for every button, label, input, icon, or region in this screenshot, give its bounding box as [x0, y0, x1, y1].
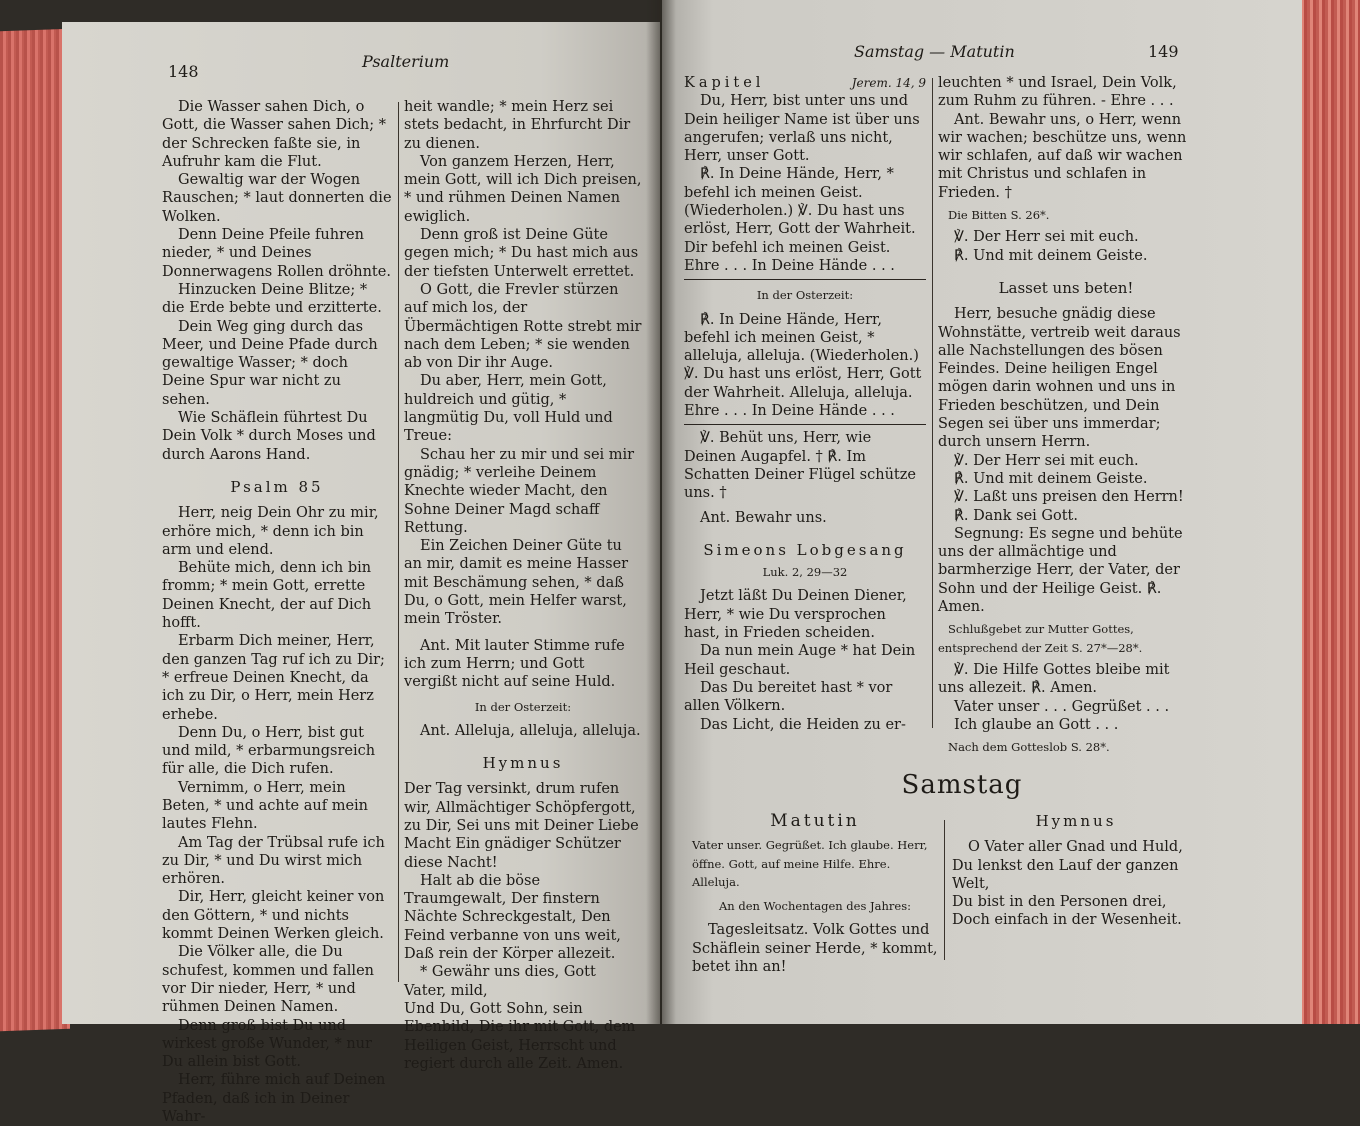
verse: Denn groß bist Du und wirkest große Wunder, * nur Du allein bist Gott. — [162, 1017, 372, 1071]
divider — [684, 279, 926, 280]
day-title: Samstag — [901, 770, 1023, 800]
antiphon: Ant. Alleluja, alleluja, alleluja. — [420, 722, 641, 739]
verse: Schau her zu mir und sei mir gnädig; * verleihe Deinem Knechte wieder Macht, den Sohne Deiner Magd schaff Rettung. — [404, 446, 635, 536]
verse: Dein Weg ging durch das Meer, und Deine Pfade durch gewaltige Wasser; * doch Deine Spur war nicht zu sehen. — [162, 318, 378, 408]
hymn-title: Hymnus — [482, 754, 564, 773]
versicle: ℣. Behüt uns, Herr, wie Deinen Augapfel. † ℟. Im Schatten Deiner Flügel schütze uns. † — [684, 430, 916, 502]
versicle: ℣. Laßt uns preisen den Herrn! — [954, 489, 1184, 506]
versicle: ℣. Die Hilfe Gottes bleibe mit uns allezeit. ℟. Amen. — [938, 661, 1170, 697]
page-edge-left — [0, 29, 70, 1031]
verse: Herr, führe mich auf Deinen Pfaden, daß ich in Deiner Wahr- — [162, 1072, 386, 1126]
column-divider — [944, 820, 945, 960]
responsory: ℟. In Deine Hände, Herr, * befehl ich meinen Geist. (Wiederholen.) ℣. Du hast uns erlöst, Herr, Gott der Wahrheit. Dir befehl ich meinen Geist. Ehre . . . In Deine Hände . . . — [684, 166, 916, 274]
antiphon: Ant. Bewahr uns, o Herr, wenn wir wachen; beschütze uns, wenn wir schlafen, auf daß wir wachen mit Christus und schlafen in Frieden. † — [938, 111, 1187, 201]
verse: Die Völker alle, die Du schufest, kommen und fallen vor Dir nieder, Herr, * und rühmen Deinen Namen. — [162, 944, 374, 1016]
verse: Gewaltig war der Wogen Rauschen; * laut donnerten die Wolken. — [162, 172, 392, 225]
matutin-column — [692, 812, 938, 976]
matutin-title: Matutin — [770, 811, 860, 831]
hymn-line: Doch einfach in der Wesenheit. — [952, 912, 1182, 929]
prayer-line: Ich glaube an Gott . . . — [954, 716, 1119, 733]
marian-note: Schlußgebet zur Mutter Gottes, entsprechend der Zeit S. 27*—28*. — [938, 622, 1143, 655]
verse: Von ganzem Herzen, Herr, mein Gott, will ich Dich preisen, * und rühmen Deinen Namen ewiglich. — [404, 153, 642, 225]
prayer-line: Vater unser . . . Gegrüßet . . . — [954, 698, 1170, 715]
kapitel-ref: Jerem. 14, 9 — [851, 76, 926, 90]
prayer: Herr, besuche gnädig diese Wohnstätte, vertreib weit daraus alle Nachstellungen des bösen Feindes. Deine heiligen Engel mögen darin wohnen und uns in Frieden beschützen, und Dein Segen sei über uns immerdar; durch unsern Herrn. — [938, 306, 1181, 451]
verse: Wie Schäflein führtest Du Dein Volk * durch Moses und durch Aarons Hand. — [162, 410, 376, 463]
hymn-line: O Vater aller Gnad und Huld, — [968, 839, 1183, 856]
hymn-stanza: Und Du, Gott Sohn, sein Ebenbild, Die ihr mit Gott, dem Heiligen Geist, Herrscht und regiert durch alle Zeit. Amen. — [404, 1000, 636, 1072]
kapitel-title: Kapitel — [684, 75, 765, 91]
left-column-1 — [162, 98, 392, 1126]
page-number: 149 — [1148, 42, 1179, 61]
verse: Hinzucken Deine Blitze; * die Erde bebte und erzitterte. — [162, 281, 382, 317]
hymn-line: Du bist in den Personen drei, — [952, 894, 1167, 911]
canticle-ref: Luk. 2, 29—32 — [762, 565, 848, 580]
verse: Behüte mich, denn ich bin fromm; * mein Gott, errette Deinen Knecht, der auf Dich hofft. — [162, 560, 372, 632]
verse: Das Licht, die Heiden zu er- — [700, 716, 906, 733]
antiphon: Ant. Mit lauter Stimme rufe ich zum Herrn; und Gott vergißt nicht auf seine Huld. — [404, 637, 625, 691]
column-divider — [932, 78, 933, 728]
response: ℟. Dank sei Gott. — [954, 507, 1078, 524]
matutin-intro: Vater unser. Gegrüßet. Ich glaube. Herr, öffne. Gott, auf meine Hilfe. Ehre. Alleluja. — [692, 838, 928, 889]
hymn-stanza: Der Tag versinkt, drum rufen wir, Allmächtiger Schöpfergott, zu Dir, Sei uns mit Deiner Liebe Macht Ein gnädiger Schützer diese Nacht! — [404, 781, 639, 871]
versicle: ℣. Der Herr sei mit euch. — [954, 452, 1139, 469]
hymnus-title: Hymnus — [1035, 812, 1117, 830]
weekday-label: An den Wochentagen des Jahres: — [718, 899, 911, 914]
divider — [684, 424, 926, 425]
book-gutter — [646, 0, 676, 1024]
psalm-title: Psalm 85 — [230, 477, 324, 496]
hymn-stanza: * Gewähr uns dies, Gott Vater, mild, — [404, 964, 596, 999]
canticle-title: Simeons Lobgesang — [703, 540, 907, 559]
easter-label: In der Osterzeit: — [474, 699, 572, 714]
easter-label: In der Osterzeit: — [756, 288, 854, 303]
verse: Denn groß ist Deine Güte gegen mich; * Du hast mich aus der tiefsten Unterwelt errettet. — [404, 227, 639, 280]
antiphon: Ant. Bewahr uns. — [700, 509, 827, 526]
hymn-line: Du lenkst den Lauf der ganzen Welt, — [952, 857, 1179, 892]
verse: Das Du bereitet hast * vor allen Völkern. — [684, 679, 893, 715]
response: ℟. Und mit deinem Geiste. — [954, 247, 1148, 264]
verse: Erbarm Dich meiner, Herr, den ganzen Tag ruf ich zu Dir; * erfreue Deinen Knecht, da ich zu Dir, o Herr, mein Herz erhebe. — [162, 633, 385, 723]
chapter-text: Du, Herr, bist unter uns und Dein heiliger Name ist über uns angerufen; verlaß uns nicht, Herr, unser Gott. — [684, 93, 920, 165]
verse: Da nun mein Auge * hat Dein Heil geschaut. — [684, 643, 916, 678]
gotteslob-note: Nach dem Gotteslob S. 28*. — [948, 740, 1110, 755]
oremus: Lasset uns beten! — [998, 278, 1134, 297]
versicle: ℣. Der Herr sei mit euch. — [954, 229, 1139, 246]
verse: Herr, neig Dein Ohr zu mir, erhöre mich, * denn ich bin arm und elend. — [162, 505, 379, 558]
right-column-1 — [684, 74, 926, 734]
verse: Jetzt läßt Du Deinen Diener, Herr, * wie Du versprochen hast, in Frieden scheiden. — [684, 588, 907, 642]
verse: Ein Zeichen Deiner Güte tu an mir, damit es meine Hasser mit Beschämung sehen, * daß Du, o Gott, mein Helfer warst, mein Tröster. — [404, 538, 629, 628]
blessing: Segnung: Es segne und behüte uns der allmächtige und barmherzige Herr, der Vater, der Sohn und der Heilige Geist. ℟. Amen. — [938, 525, 1183, 616]
verse: Dir, Herr, gleicht keiner von den Göttern, * und nichts kommt Deinen Werken gleich. — [162, 889, 385, 943]
verse: leuchten * und Israel, Dein Volk, zum Ruhm zu führen. - Ehre . . . — [938, 75, 1177, 110]
page-number: 148 — [168, 62, 199, 81]
verse: Denn Du, o Herr, bist gut und mild, * erbarmungsreich für alle, die Dich rufen. — [162, 724, 376, 778]
responsory: ℟. In Deine Hände, Herr, befehl ich meinen Geist, * alleluja, alleluja. (Wiederholen.) ℣. Du hast uns erlöst, Herr, Gott der Wahrheit. Alleluja, alleluja. Ehre . . . In Deine Hände . . . — [684, 311, 922, 420]
response: ℟. Und mit deinem Geiste. — [954, 470, 1148, 487]
verse: Du aber, Herr, mein Gott, huldreich und gütig, * langmütig Du, voll Huld und Treue: — [404, 373, 613, 445]
verse: heit wandle; * mein Herz sei stets bedacht, in Ehrfurcht Dir zu dienen. — [404, 99, 631, 152]
hymn-stanza: Halt ab die böse Traumgewalt, Der finstern Nächte Schreckgestalt, Den Feind verbanne von uns weit, Daß rein der Körper allezeit. — [404, 872, 621, 963]
invitatory: Tagesleitsatz. Volk Gottes und Schäflein seiner Herde, * kommt, betet ihn an! — [692, 922, 938, 976]
column-divider — [398, 102, 399, 982]
right-page — [662, 0, 1302, 1024]
running-head: Samstag — Matutin — [854, 42, 1015, 61]
verse: Denn Deine Pfeile fuhren nieder, * und Deines Donnerwagens Rollen dröhnte. — [162, 227, 391, 280]
left-column-2 — [404, 98, 642, 1073]
verse: Vernimm, o Herr, mein Beten, * und achte auf mein lautes Flehn. — [162, 779, 369, 833]
left-page — [62, 22, 660, 1126]
right-column-2 — [938, 74, 1194, 760]
verse: Die Wasser sahen Dich, o Gott, die Wasser sahen Dich; * der Schrecken faßte sie, in Aufruhr kam die Flut. — [162, 99, 387, 170]
hymnus-column — [952, 812, 1200, 930]
bitten-note: Die Bitten S. 26*. — [948, 208, 1050, 223]
running-head: Psalterium — [362, 52, 450, 71]
verse: O Gott, die Frevler stürzen auf mich los, der Übermächtigen Rotte strebt mir nach dem Leben; * sie wenden ab von Dir ihr Auge. — [404, 281, 642, 372]
verse: Am Tag der Trübsal rufe ich zu Dir, * und Du wirst mich erhören. — [162, 834, 385, 888]
